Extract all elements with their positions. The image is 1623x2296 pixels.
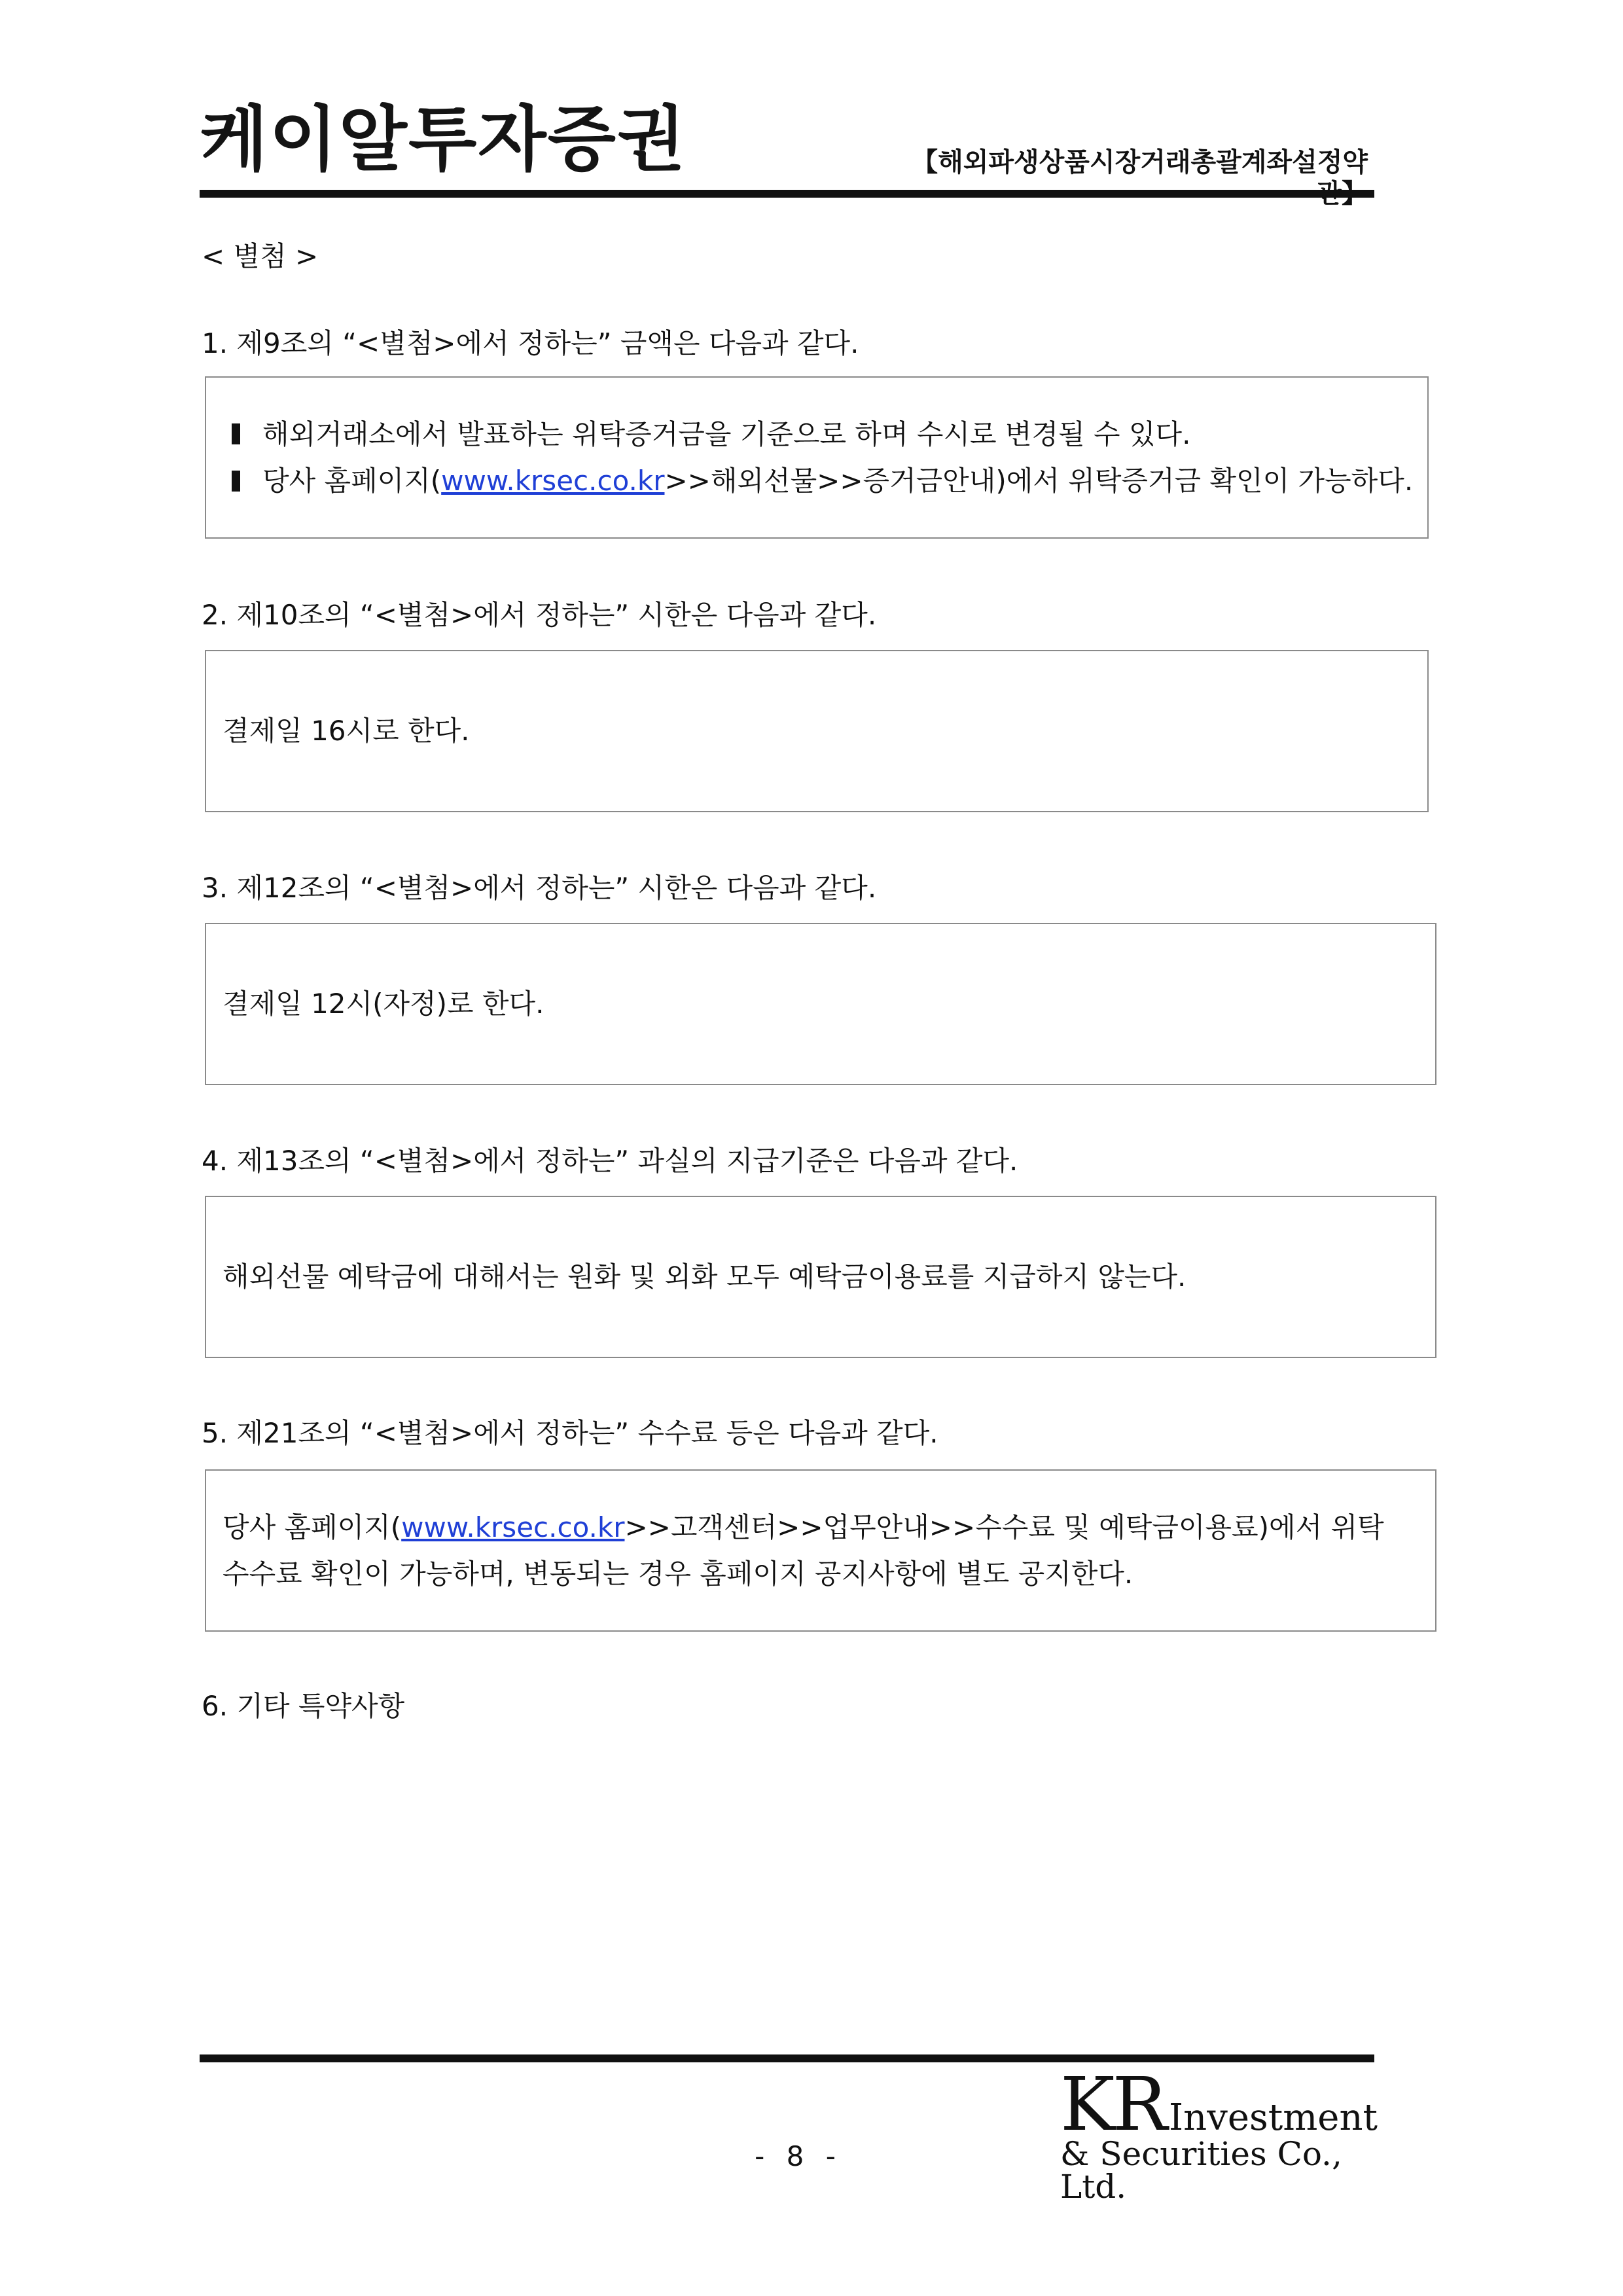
homepage-link[interactable]: www.krsec.co.kr [401, 1511, 625, 1543]
section-4-heading: 4. 제13조의 “<별첨>에서 정하는” 과실의 지급기준은 다음과 같다. [202, 1145, 1018, 1177]
section-6-heading: 6. 기타 특약사항 [202, 1690, 405, 1722]
section-4-text: 해외선물 예탁금에 대해서는 원화 및 외화 모두 예탁금이용료를 지급하지 않는다. [223, 1261, 1186, 1293]
footer-rule [200, 2054, 1374, 2062]
section-5-line-2: 수수료 확인이 가능하며, 변동되는 경우 홈페이지 공지사항에 별도 공지한다. [223, 1558, 1133, 1590]
section-2-box [205, 650, 1429, 812]
logo-investment: Investment [1169, 2096, 1378, 2139]
section-5-heading: 5. 제21조의 “<별첨>에서 정하는” 수수료 등은 다음과 같다. [202, 1417, 938, 1449]
bullet-item [223, 457, 1414, 504]
page-number: - 8 - [755, 2140, 842, 2172]
section-2-text: 결제일 16시로 한다. [223, 715, 470, 747]
attachment-label: < 별첨 > [202, 240, 319, 272]
logo-securities: & Securities Co., Ltd. [1060, 2135, 1342, 2206]
homepage-link[interactable]: www.krsec.co.kr [441, 465, 665, 497]
section-4-box [205, 1196, 1436, 1358]
square-bullet-icon [232, 471, 240, 492]
section-3-text: 결제일 12시(자정)로 한다. [223, 988, 544, 1020]
company-logo: 케이알투자증권 [200, 99, 687, 181]
document-title: 【해외파생상품시장거래총괄계좌설정약 [912, 147, 1368, 177]
bullet-text: 당사 홈페이지(www.krsec.co.kr>>해외선물>>증거금안내)에서 위탁증거금 확인이 가능하다. [262, 465, 1414, 497]
kr-investment-logo [1060, 2062, 1378, 2206]
section-5-line-1: 당사 홈페이지(www.krsec.co.kr>>고객센터>>업무안내>>수수료 및 예탁금이용료)에서 위탁 [223, 1511, 1384, 1543]
section-5-box [205, 1469, 1436, 1632]
section-3-heading: 3. 제12조의 “<별첨>에서 정하는” 시한은 다음과 같다. [202, 872, 877, 904]
section-3-box [205, 923, 1436, 1085]
bullet-item [223, 411, 1411, 457]
logo-kr: KR [1060, 2062, 1165, 2147]
section-1-box [205, 376, 1429, 539]
square-bullet-icon [232, 423, 240, 444]
section-2-heading: 2. 제10조의 “<별첨>에서 정하는” 시한은 다음과 같다. [202, 599, 877, 631]
section-1-heading: 1. 제9조의 “<별첨>에서 정하는” 금액은 다음과 같다. [202, 327, 859, 359]
bullet-text: 해외거래소에서 발표하는 위탁증거금을 기준으로 하며 수시로 변경될 수 있다. [262, 418, 1191, 450]
header-rule [200, 190, 1374, 198]
